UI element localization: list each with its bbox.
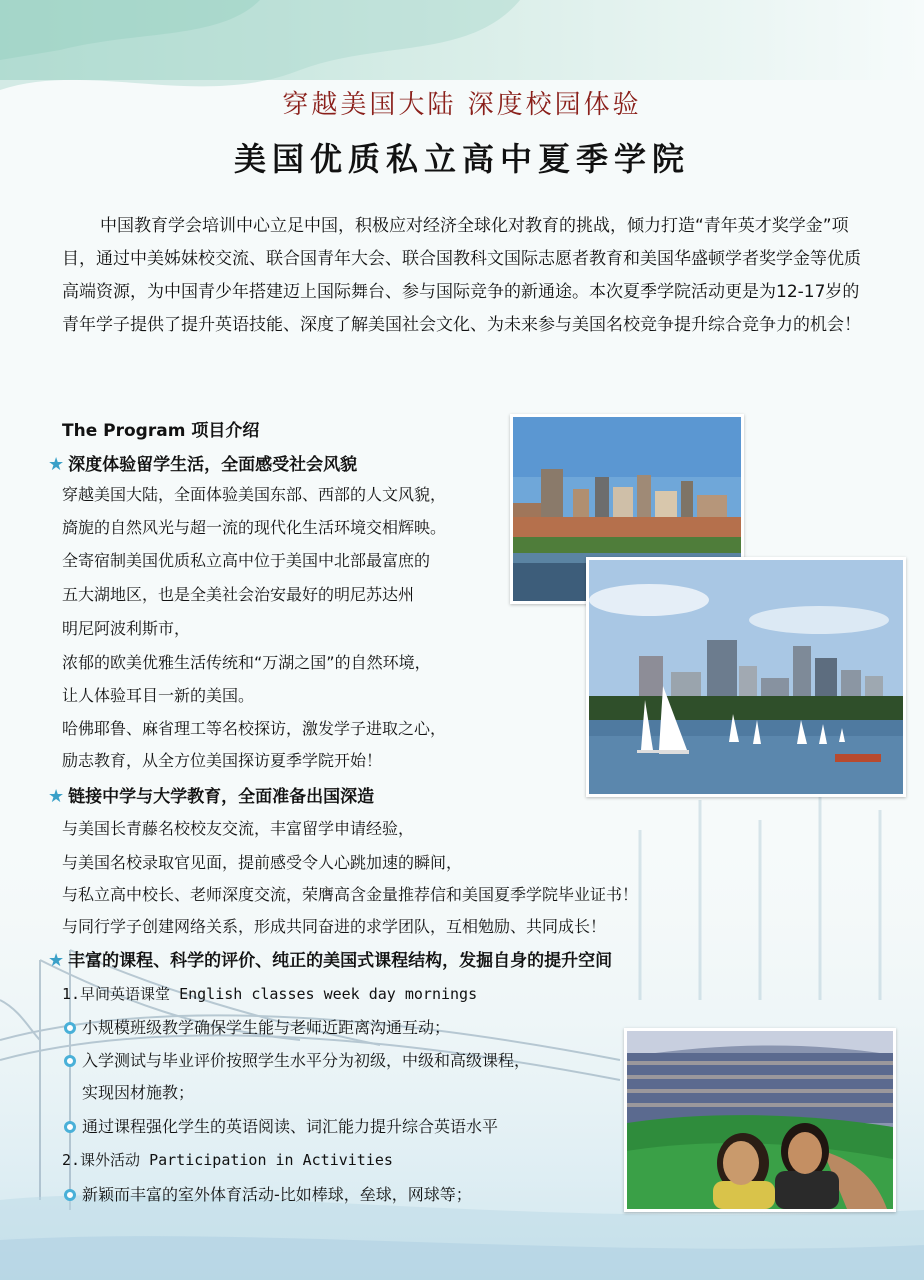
course-bullet xyxy=(64,1114,498,1137)
section-2-line: 与同行学子创建网络关系，形成共同奋进的求学团队，互相勉励、共同成长！ xyxy=(62,917,607,936)
section-1-line: 哈佛耶鲁、麻省理工等名校探访，激发学子进取之心， xyxy=(62,719,447,738)
course-bullet-text: 小规模班级教学确保学生能与老师近距离沟通互动； xyxy=(82,1018,451,1037)
course-bullet xyxy=(64,1015,450,1038)
header-subtitle: 穿越美国大陆 深度校园体验 xyxy=(282,90,642,120)
star-icon: ★ xyxy=(48,786,65,807)
page-title: 美国优质私立高中夏季学院 xyxy=(233,140,690,178)
section-1-line: 穿越美国大陆，全面体验美国东部、西部的人文风貌， xyxy=(62,485,447,504)
course-item-1: 1.早间英语课堂 English classes week day mornings xyxy=(62,985,478,1003)
section-1-line: 五大湖地区，也是全美社会治安最好的明尼苏达州 xyxy=(62,585,415,604)
section-2-title: 链接中学与大学教育，全面准备出国深造 xyxy=(68,787,375,807)
section-2-line: 与美国名校录取官见面，提前感受令人心跳加速的瞬间， xyxy=(62,853,463,872)
course-bullet-text: 入学测试与毕业评价按照学生水平分为初级，中级和高级课程， xyxy=(82,1051,531,1070)
section-2-heading xyxy=(48,782,374,807)
section-1-line: 浓郁的欧美优雅生活传统和“万湖之国”的自然环境， xyxy=(62,653,431,672)
bullet-icon xyxy=(64,1055,76,1067)
program-heading: The Program 项目介绍 xyxy=(62,421,260,441)
course-bullet xyxy=(64,1048,530,1071)
section-3-heading xyxy=(48,946,612,971)
bullet-icon xyxy=(64,1022,76,1034)
course-bullet-text: 新颖而丰富的室外体育活动-比如棒球，垒球，网球等； xyxy=(82,1185,472,1204)
section-1-line: 让人体验耳目一新的美国。 xyxy=(62,686,255,705)
photo-baseball-stadium xyxy=(624,1028,896,1212)
course-bullet-text: 通过课程强化学生的英语阅读、词汇能力提升综合英语水平 xyxy=(82,1117,499,1136)
section-2-line: 与私立高中校长、老师深度交流，荣膺高含金量推荐信和美国夏季学院毕业证书！ xyxy=(62,885,639,904)
star-icon: ★ xyxy=(48,454,65,475)
section-1-title: 深度体验留学生活，全面感受社会风貌 xyxy=(68,455,358,475)
section-1-line: 全寄宿制美国优质私立高中位于美国中北部最富庶的 xyxy=(62,551,431,570)
course-bullet xyxy=(64,1182,472,1205)
star-icon: ★ xyxy=(48,950,65,971)
course-item-2: 2.课外活动 Participation in Activities xyxy=(62,1151,393,1169)
intro-paragraph: 中国教育学会培训中心立足中国，积极应对经济全球化对教育的挑战，倾力打造“青年英才奖学金”项目，通过中美姊妹校交流、联合国青年大会、联合国教科文国际志愿者教育和美国华盛顿学者奖学金等优质高端资源，为中国青少年搭建迈上国际舞台、参与国际竞争的新通途。本次夏季学院活动更是为12-17岁的青年学子提供了提升英语技能、深度了解美国社会文化、为未来参与美国名校竞争提升综合竞争力的机会！ xyxy=(62,216,861,335)
photo-lake-sailboats xyxy=(586,557,906,797)
section-2-line: 与美国长青藤名校校友交流，丰富留学申请经验， xyxy=(62,819,415,838)
bullet-icon xyxy=(64,1189,76,1201)
section-1-line: 旖旎的自然风光与超一流的现代化生活环境交相辉映。 xyxy=(62,518,447,537)
section-1-line: 励志教育，从全方位美国探访夏季学院开始！ xyxy=(62,751,383,770)
section-3-title: 丰富的课程、科学的评价、纯正的美国式课程结构，发掘自身的提升空间 xyxy=(68,951,613,971)
bullet-icon xyxy=(64,1121,76,1133)
section-1-heading xyxy=(48,450,357,475)
course-bullet-continuation: 实现因材施教； xyxy=(82,1083,195,1102)
section-1-line: 明尼阿波利斯市， xyxy=(62,619,191,638)
